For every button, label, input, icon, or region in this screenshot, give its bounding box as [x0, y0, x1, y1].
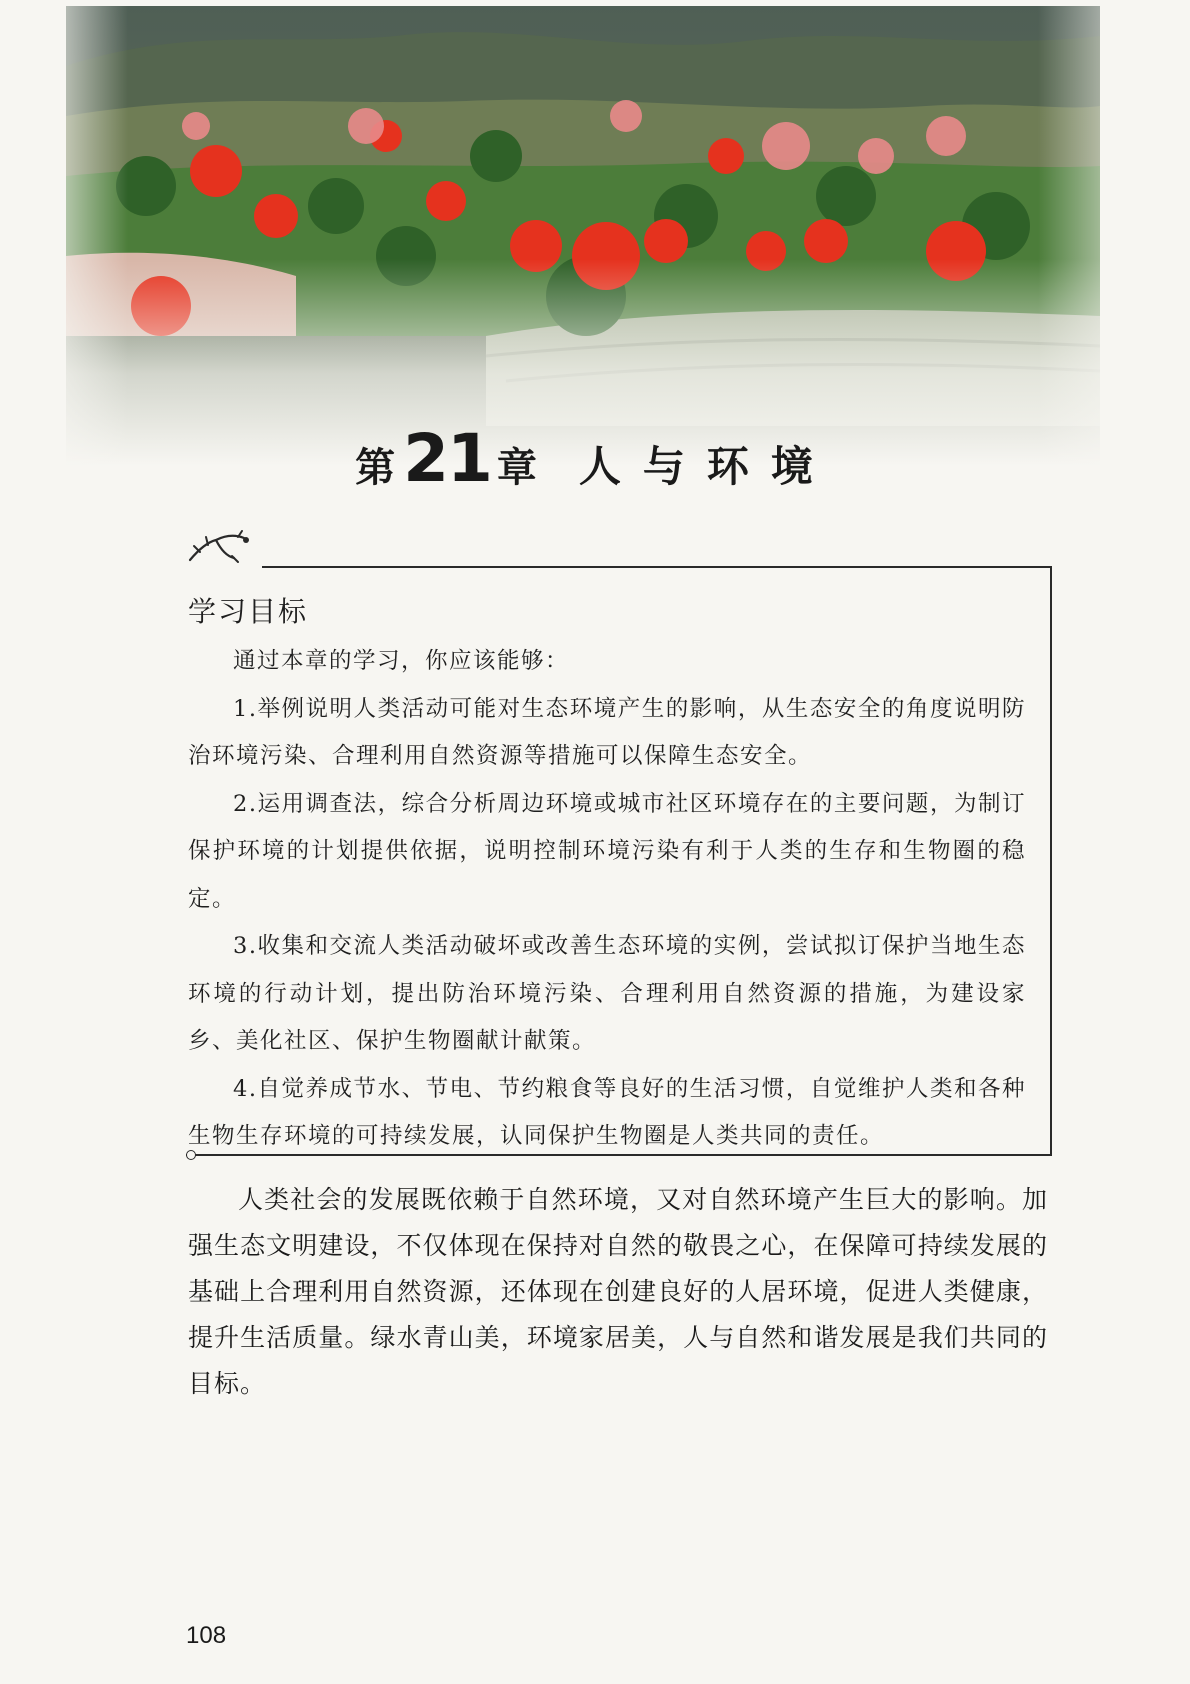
objective-item: 1.举例说明人类活动可能对生态环境产生的影响，从生态安全的角度说明防治环境污染、合理利用自然资源等措施可以保障生态安全。: [188, 695, 1026, 769]
objective-item: 3.收集和交流人类活动破坏或改善生态环境的实例，尝试拟订保护当地生态环境的行动计划，提出防治环境污染、合理利用自然资源的措施，为建设家乡、美化社区、保护生物圈献计献策。: [188, 933, 1026, 1054]
chapter-title: [0, 420, 1190, 497]
landscape-photo: [66, 6, 1100, 466]
objective-item: 2.运用调查法，综合分析周边环境或城市社区环境存在的主要问题，为制订保护环境的计划提供依据，说明控制环境污染有利于人类的生存和生物圈的稳定。: [188, 790, 1026, 912]
chapter-intro-paragraph: 人类社会的发展既依赖于自然环境，又对自然环境产生巨大的影响。加强生态文明建设，不仅体现在保持对自然的敬畏之心，在保障可持续发展的基础上合理利用自然资源，还体现在创建良好的人居环境，促进人类健康，提升生活质量。绿水青山美，环境家居美，人与自然和谐发展是我们共同的目标。: [188, 1185, 1048, 1398]
objectives-intro: 通过本章的学习，你应该能够：: [233, 648, 570, 674]
chapter-number: 21: [403, 420, 491, 497]
chapter-name: 人与环境: [578, 442, 835, 491]
flowering-trees-landscape-image: [66, 6, 1100, 466]
objective-item: 4.自觉养成节水、节电、节约粮食等良好的生活习惯，自觉维护人类和各种生物生存环境的可持续发展，认同保护生物圈是人类共同的责任。: [188, 1075, 1026, 1149]
chapter-suffix: 章: [496, 445, 539, 491]
page-number: 108: [186, 1622, 227, 1649]
chapter-intro-text: [188, 1177, 1048, 1407]
chapter-prefix: 第: [355, 445, 398, 491]
objectives-content: [188, 638, 1026, 1161]
objectives-heading: 学习目标: [188, 595, 309, 628]
